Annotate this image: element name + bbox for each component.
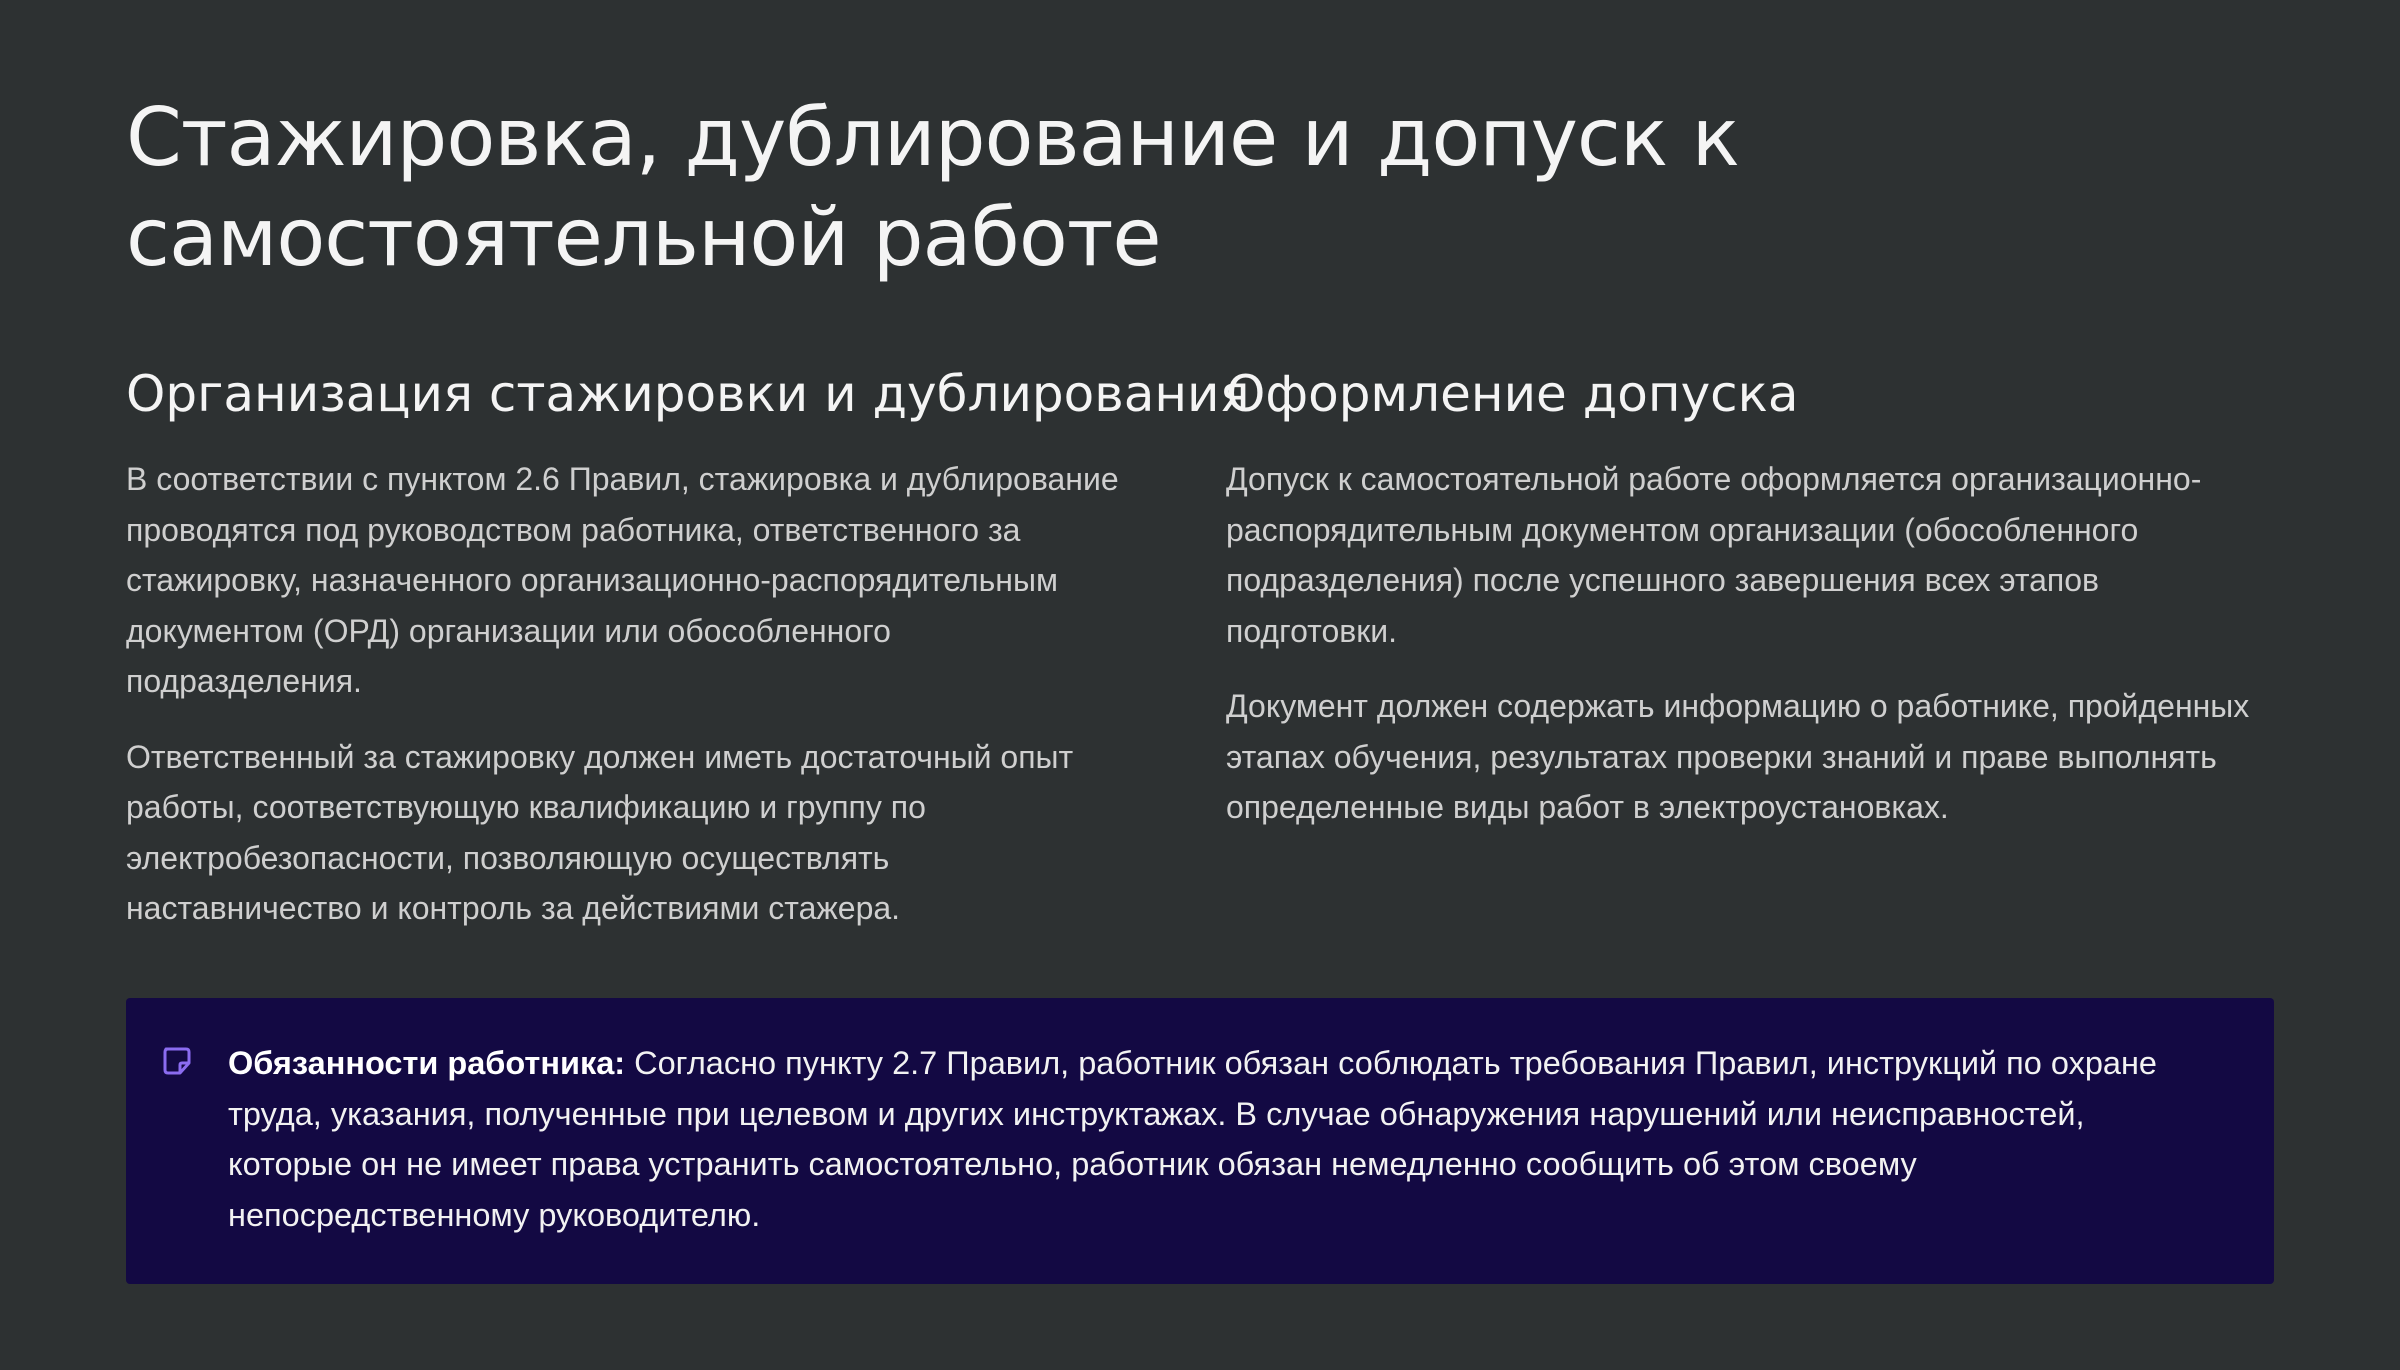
callout-box <box>126 998 2274 1284</box>
right-paragraph-1: Допуск к самостоятельной работе оформляется организационно-распорядительным документом организации (обособленного подразделения) после успешного завершения всех этапов подготовки. <box>1226 461 2202 649</box>
callout-label: Обязанности работника: <box>228 1045 626 1081</box>
left-column-heading: Организация стажировки и дублирования <box>126 365 1250 423</box>
left-paragraph-1: В соответствии с пунктом 2.6 Правил, стажировка и дублирование проводятся под руководством работника, ответственного за стажировку, назначенного организационно-распорядительным документом (ОРД) организации или обособленного подразделения. <box>126 461 1119 699</box>
right-paragraph-2: Документ должен содержать информацию о работнике, пройденных этапах обучения, результатах проверки знаний и праве выполнять определенные виды работ в электроустановках. <box>1226 688 2250 825</box>
right-column <box>1226 364 2274 959</box>
left-column <box>126 364 1250 959</box>
left-paragraph-2: Ответственный за стажировку должен иметь достаточный опыт работы, соответствующую квалификацию и группу по электробезопасности, позволяющую осуществлять наставничество и контроль за действиями стажера. <box>126 738 1074 926</box>
right-column-heading: Оформление допуска <box>1226 365 1799 423</box>
callout-body: Согласно пункту 2.7 Правил, работник обязан соблюдать требования Правил, инструкций по охране труда, указания, полученные при целевом и других инструктажах. В случае обнаружения нарушений или неисправностей, которые он не имеет права устранить самостоятельно, работник обязан немедленно сообщить об этом своему непосредственному руководителю. <box>228 1045 2157 1233</box>
page-title: Стажировка, дублирование и допуск к самостоятельной работе <box>126 91 1739 284</box>
callout-text <box>228 1038 2214 1240</box>
content-columns <box>126 364 2274 959</box>
note-icon <box>162 1046 192 1076</box>
